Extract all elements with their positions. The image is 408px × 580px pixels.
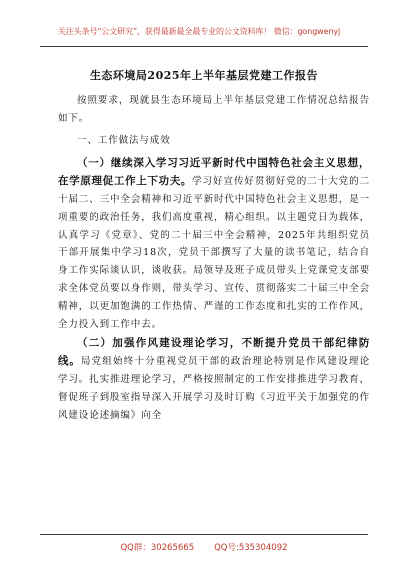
footer-divider <box>40 534 368 535</box>
document-body <box>58 92 370 426</box>
intro-paragraph: 按照要求，现就县生态环境局上半年基层党建工作情况总结报告如下。 <box>58 95 370 124</box>
item1-body: 学习好宣传好贯彻好党的二十大党的二十届二、三中全会精神和习近平新时代中国特色社会主义思想，是一项重要的政治任务，我们高度重视，精心组织。以主题党日为载体，认真学习《党章》、党的二十届三中全会精神，2025年共组织党员干部开展集中学习18次，党员干部撰写了大量的读书笔记，结合自身工作实际谈认识，谈收获。局领导及班子成员带头上党课党支部要求全体党员要以身作则，带头学习、宣传、贯彻落实二十届三中全会精神，以更加饱满的工作热情、严谨的工作态度和扎实的工作作风，全力投入到工作中去。 <box>58 176 371 330</box>
item1-paragraph <box>58 155 370 333</box>
footer-qq-number: QQ号:535304092 <box>214 543 288 553</box>
document-title: 生态环境局2025年上半年基层党建工作报告 <box>89 69 319 82</box>
item1-lead: （一）继续深入学习习近平新时代中国特色社会主义思想，在学原理促工作上下功夫。 <box>58 157 370 188</box>
footer-qq-group: QQ群：30265665 <box>120 543 195 553</box>
item2-lead: （二）加强作风建设理论学习，不断提升党员干部纪律防线。 <box>58 337 370 368</box>
footer-contact <box>40 541 368 553</box>
header-promo-text: 关注头条号“公文研究”，获得最新最全最专业的公文资料库！ 微信：gongwenyj <box>57 27 341 36</box>
item2-body: 局党组始终十分重视党员干部的政治理论特别是作风建设理论学习。扎实推进理论学习，严格按照制定的工作安排推进学习教育，督促班子到股室指导深入开展学习及时订购《习近平关于加强党的作风建设论述摘编》向全 <box>58 356 371 421</box>
item2-paragraph <box>58 335 370 424</box>
section-heading: 一、工作做法与成效 <box>77 134 171 146</box>
header-divider <box>40 46 368 47</box>
